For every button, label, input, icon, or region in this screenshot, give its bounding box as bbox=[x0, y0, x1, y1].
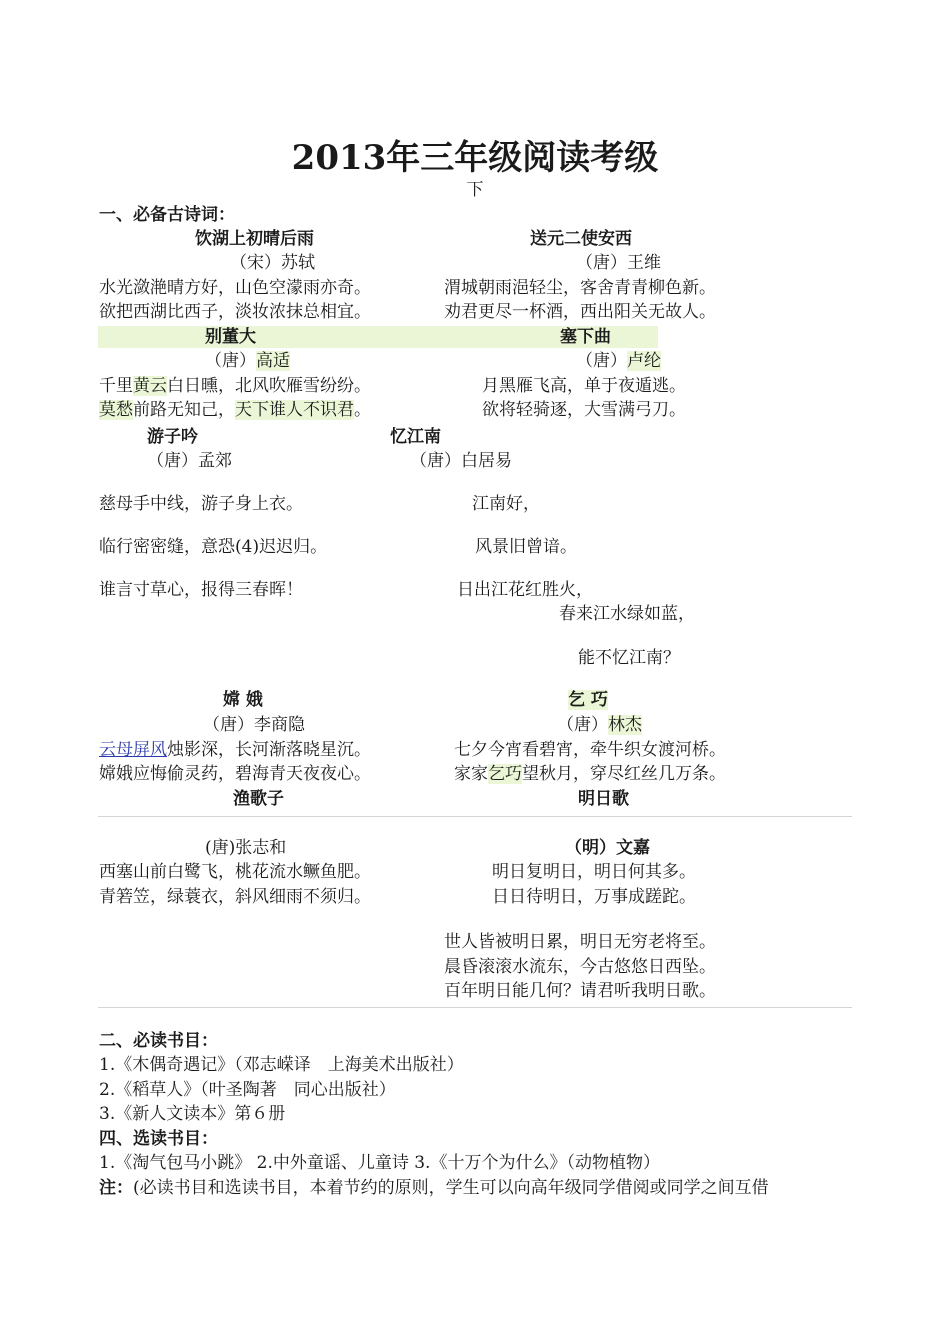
optional-book-line: 1.《淘气包马小跳》 2.中外童谣、儿童诗 3.《十万个为什么》（动物植物） bbox=[99, 1153, 660, 1173]
poem-line: 春来江水绿如蓝， bbox=[559, 604, 695, 624]
poem-author-linjie: （唐）林杰 bbox=[557, 715, 642, 735]
poem-author-wenjia: （明）文嘉 bbox=[565, 838, 650, 858]
book-item: 2.《稻草人》（叶圣陶著 同心出版社） bbox=[99, 1080, 396, 1100]
yunmu-pingfeng-link[interactable]: 云母屏风 bbox=[99, 740, 167, 760]
poem-line: 风景旧曾谙。 bbox=[475, 537, 577, 557]
poem-line: 谁言寸草心，报得三春晖！ bbox=[99, 580, 303, 600]
poem-author-gaoshi: （唐）高适 bbox=[205, 351, 290, 371]
section-heading-optional-books: 四、选读书目： bbox=[99, 1129, 218, 1149]
poem-line: 日出江花红胜火， bbox=[457, 580, 593, 600]
page-title: 2013年三年级阅读考级 bbox=[291, 138, 659, 178]
poem-line: 世人皆被明日累，明日无穷老将至。 bbox=[444, 932, 716, 952]
poem-line: 劝君更尽一杯酒，西出阳关无故人。 bbox=[444, 302, 716, 322]
poem-line: 欲把西湖比西子，淡妆浓抹总相宜。 bbox=[99, 302, 371, 322]
poem-author-baijuyi: （唐）白居易 bbox=[410, 451, 512, 471]
divider bbox=[98, 816, 852, 817]
poem-title-qiqiao: 乞 巧 bbox=[568, 690, 608, 710]
poem-line: 水光潋滟晴方好，山色空濛雨亦奇。 bbox=[99, 278, 371, 298]
poem-line: 晨昏滚滚水流东，今古悠悠日西坠。 bbox=[444, 957, 716, 977]
poem-author-wangwei: （唐）王维 bbox=[576, 253, 661, 273]
book-item: 1.《木偶奇遇记》（邓志嵘译 上海美术出版社） bbox=[99, 1055, 464, 1075]
poem-title-change: 嫦 娥 bbox=[223, 690, 263, 710]
poem-title-youziyin: 游子吟 bbox=[147, 427, 198, 447]
poem-author-sushi: （宋）苏轼 bbox=[230, 253, 315, 273]
poem-title-biedongda: 别董大 bbox=[205, 327, 256, 347]
poem-title-yinhu: 饮湖上初晴后雨 bbox=[195, 229, 314, 249]
poem-line: 慈母手中线，游子身上衣。 bbox=[99, 494, 303, 514]
divider bbox=[98, 1007, 852, 1008]
book-item: 3.《新人文读本》第６册 bbox=[99, 1104, 286, 1124]
poem-line: 日日待明日，万事成蹉跎。 bbox=[492, 887, 696, 907]
section-heading-required-books: 二、必读书目： bbox=[99, 1031, 218, 1051]
poem-title-yugezi: 渔歌子 bbox=[233, 789, 284, 809]
note-line: 注：(必读书目和选读书目，本着节约的原则，学生可以向高年级同学借阅或同学之间互借 bbox=[99, 1178, 769, 1198]
poem-line: 嫦娥应悔偷灵药，碧海青天夜夜心。 bbox=[99, 764, 371, 784]
poem-line: 明日复明日，明日何其多。 bbox=[492, 862, 696, 882]
poem-line: 百年明日能几何？请君听我明日歌。 bbox=[444, 981, 716, 1001]
poem-author-lulun: （唐）卢纶 bbox=[576, 351, 661, 371]
poem-line: 青箬笠，绿蓑衣，斜风细雨不须归。 bbox=[99, 887, 371, 907]
poem-line: 云母屏风烛影深，长河渐落晓星沉。 bbox=[99, 740, 371, 760]
poem-title-mingrige: 明日歌 bbox=[578, 789, 629, 809]
poem-author-mengjiao: （唐）孟郊 bbox=[147, 451, 232, 471]
poem-line: 家家乞巧望秋月，穿尽红丝几万条。 bbox=[454, 764, 726, 784]
poem-title-songyuaner: 送元二使安西 bbox=[530, 229, 632, 249]
poem-line: 莫愁前路无知己，天下谁人不识君。 bbox=[99, 400, 371, 420]
poem-line: 千里黄云白日曛，北风吹雁雪纷纷。 bbox=[99, 376, 371, 396]
poem-line: 江南好， bbox=[472, 494, 540, 514]
poem-author-zhangzhihe: (唐)张志和 bbox=[205, 838, 287, 858]
poem-author-lishangyin: （唐）李商隐 bbox=[203, 715, 305, 735]
poem-line: 月黑雁飞高，单于夜遁逃。 bbox=[482, 376, 686, 396]
poem-line: 临行密密缝，意恐(4)迟迟归。 bbox=[99, 537, 328, 557]
page-subtitle: 下 bbox=[466, 180, 484, 200]
poem-title-yijiangnan: 忆江南 bbox=[390, 427, 441, 447]
poem-line: 七夕今宵看碧宵，牵牛织女渡河桥。 bbox=[454, 740, 726, 760]
poem-title-saixiaqu: 塞下曲 bbox=[560, 327, 611, 347]
poem-line: 西塞山前白鹭飞，桃花流水鳜鱼肥。 bbox=[99, 862, 371, 882]
poem-line: 渭城朝雨浥轻尘，客舍青青柳色新。 bbox=[444, 278, 716, 298]
poem-line: 能不忆江南？ bbox=[578, 648, 680, 668]
section-heading-poems: 一、必备古诗词： bbox=[99, 205, 235, 225]
poem-line: 欲将轻骑逐，大雪满弓刀。 bbox=[482, 400, 686, 420]
